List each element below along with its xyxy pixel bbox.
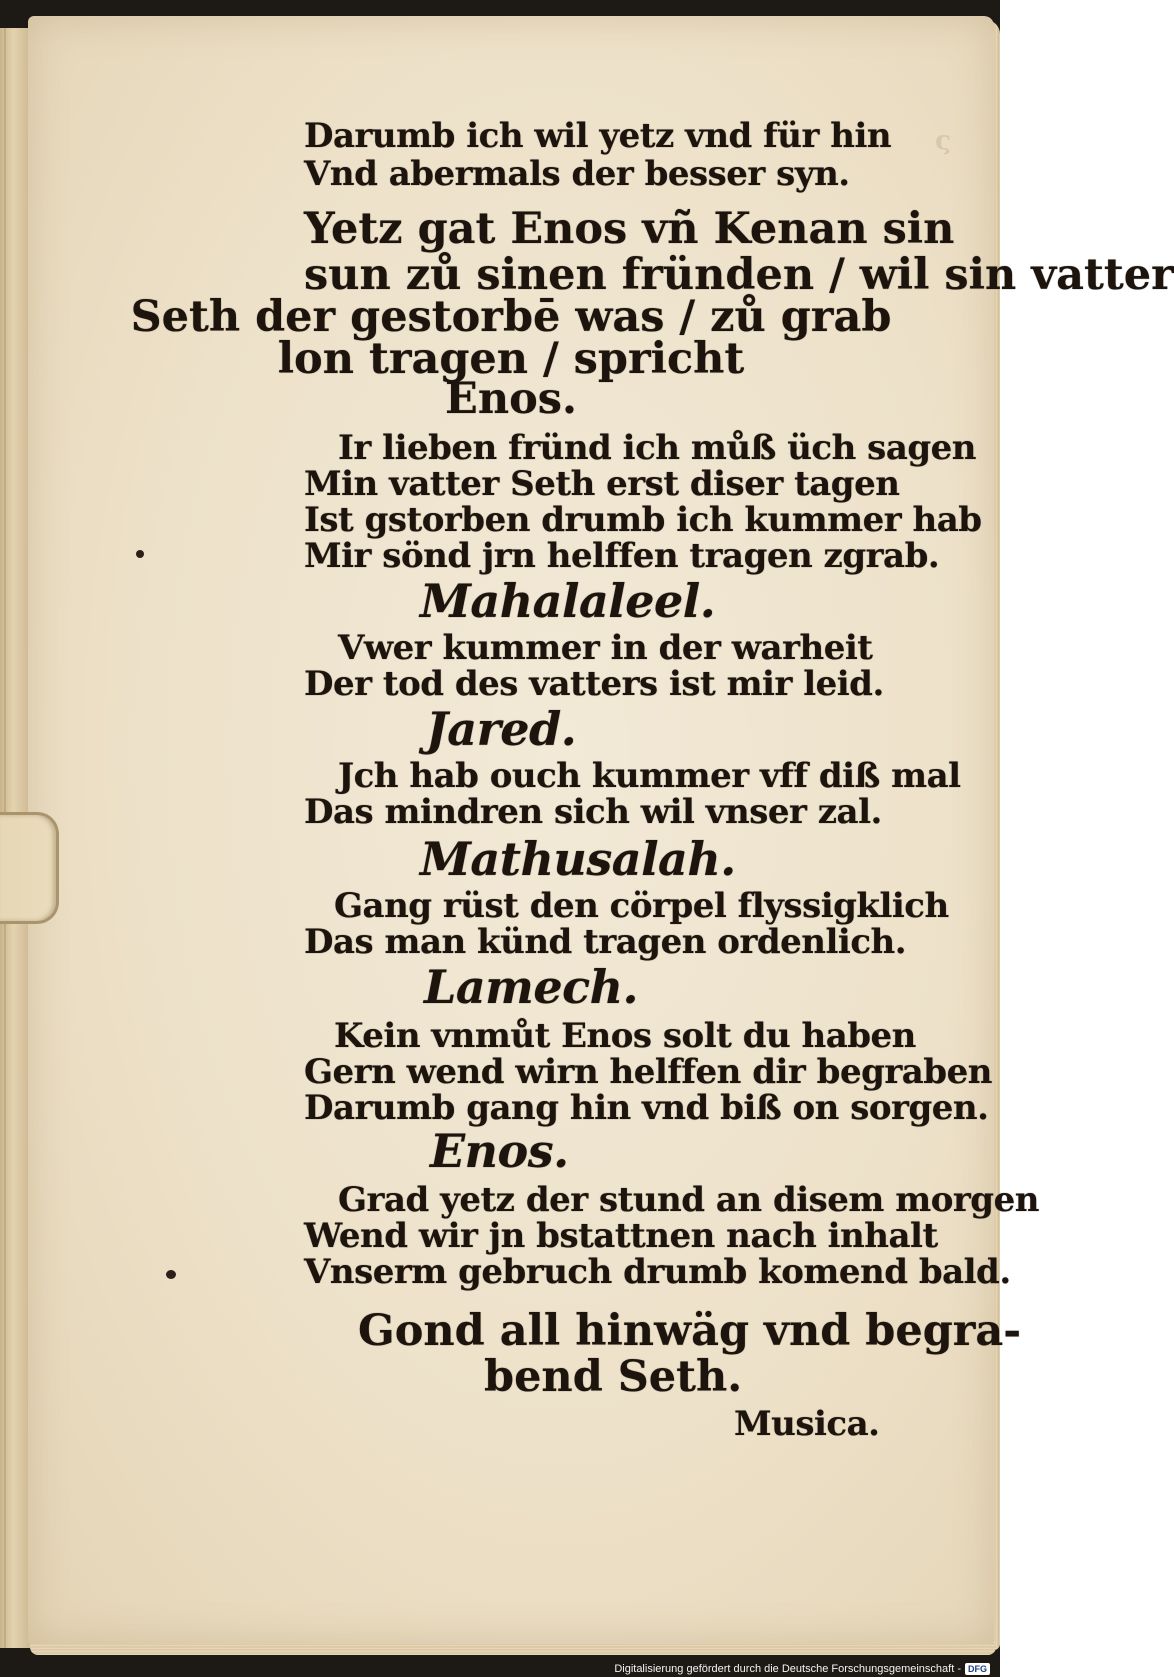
stage-direction: Gond all hinwäg vnd begra- xyxy=(358,1306,1022,1356)
text-line: Wend wir jn bstattnen nach inhalt xyxy=(304,1216,938,1256)
dfg-logo: DFG xyxy=(965,1663,990,1675)
ink-spot xyxy=(136,550,144,558)
text-line: Mir sönd jrn helffen tragen zgrab. xyxy=(304,536,940,576)
text-line: Vwer kummer in der warheit xyxy=(338,628,873,668)
text-line: Vnserm gebruch drumb komend bald. xyxy=(304,1252,1011,1292)
text-line: Min vatter Seth erst diser tagen xyxy=(304,464,900,504)
text-line: Das man künd tragen ordenlich. xyxy=(304,922,907,962)
book-page xyxy=(28,16,1174,1644)
text-line: Grad yetz der stund an disem morgen xyxy=(338,1180,1039,1220)
text-line: Jch hab ouch kummer vff diß mal xyxy=(338,756,961,796)
text-line: Gern wend wirn helffen dir begraben xyxy=(304,1052,992,1092)
digitization-credit xyxy=(614,1663,990,1675)
text-line: Vnd abermals der besser syn. xyxy=(304,154,850,194)
credit-text: Digitalisierung gefördert durch die Deutsche Forschungsgemeinschaft - xyxy=(614,1663,961,1675)
speaker-name: Jared. xyxy=(426,702,577,756)
heading-line: sun zů sinen fründen / wil sin vatter xyxy=(304,250,1174,300)
speaker-name: Mathusalah. xyxy=(420,832,736,886)
text-line: Ir lieben fründ ich můß üch sagen xyxy=(338,428,976,468)
ink-spot xyxy=(166,1270,176,1279)
book-clasp xyxy=(0,812,59,924)
text-line: Ist gstorben drumb ich kummer hab xyxy=(304,500,982,540)
heading-line: Seth der gestorbē was / zů grab xyxy=(130,292,892,342)
text-line: Darumb ich wil yetz vnd für hin xyxy=(304,116,892,156)
speaker-name: Enos. xyxy=(445,374,577,424)
music-cue: Musica. xyxy=(734,1404,880,1444)
text-line: Der tod des vatters ist mir leid. xyxy=(304,664,884,704)
heading-line: Yetz gat Enos vñ Kenan sin xyxy=(304,204,955,254)
text-line: Das mindren sich wil vnser zal. xyxy=(304,792,882,832)
speaker-name: Enos. xyxy=(430,1124,569,1178)
text-line: Kein vnmůt Enos solt du haben xyxy=(334,1016,916,1056)
heading-line: lon tragen / spricht xyxy=(277,334,745,384)
text-line: Gang rüst den cörpel flyssigklich xyxy=(334,886,949,926)
page-text xyxy=(28,16,1174,1644)
bleed-through-text: ς xyxy=(935,126,952,156)
text-line: Darumb gang hin vnd biß on sorgen. xyxy=(304,1088,989,1128)
stage-direction: bend Seth. xyxy=(484,1352,743,1402)
speaker-name: Mahalaleel. xyxy=(420,574,716,628)
speaker-name: Lamech. xyxy=(424,960,639,1014)
